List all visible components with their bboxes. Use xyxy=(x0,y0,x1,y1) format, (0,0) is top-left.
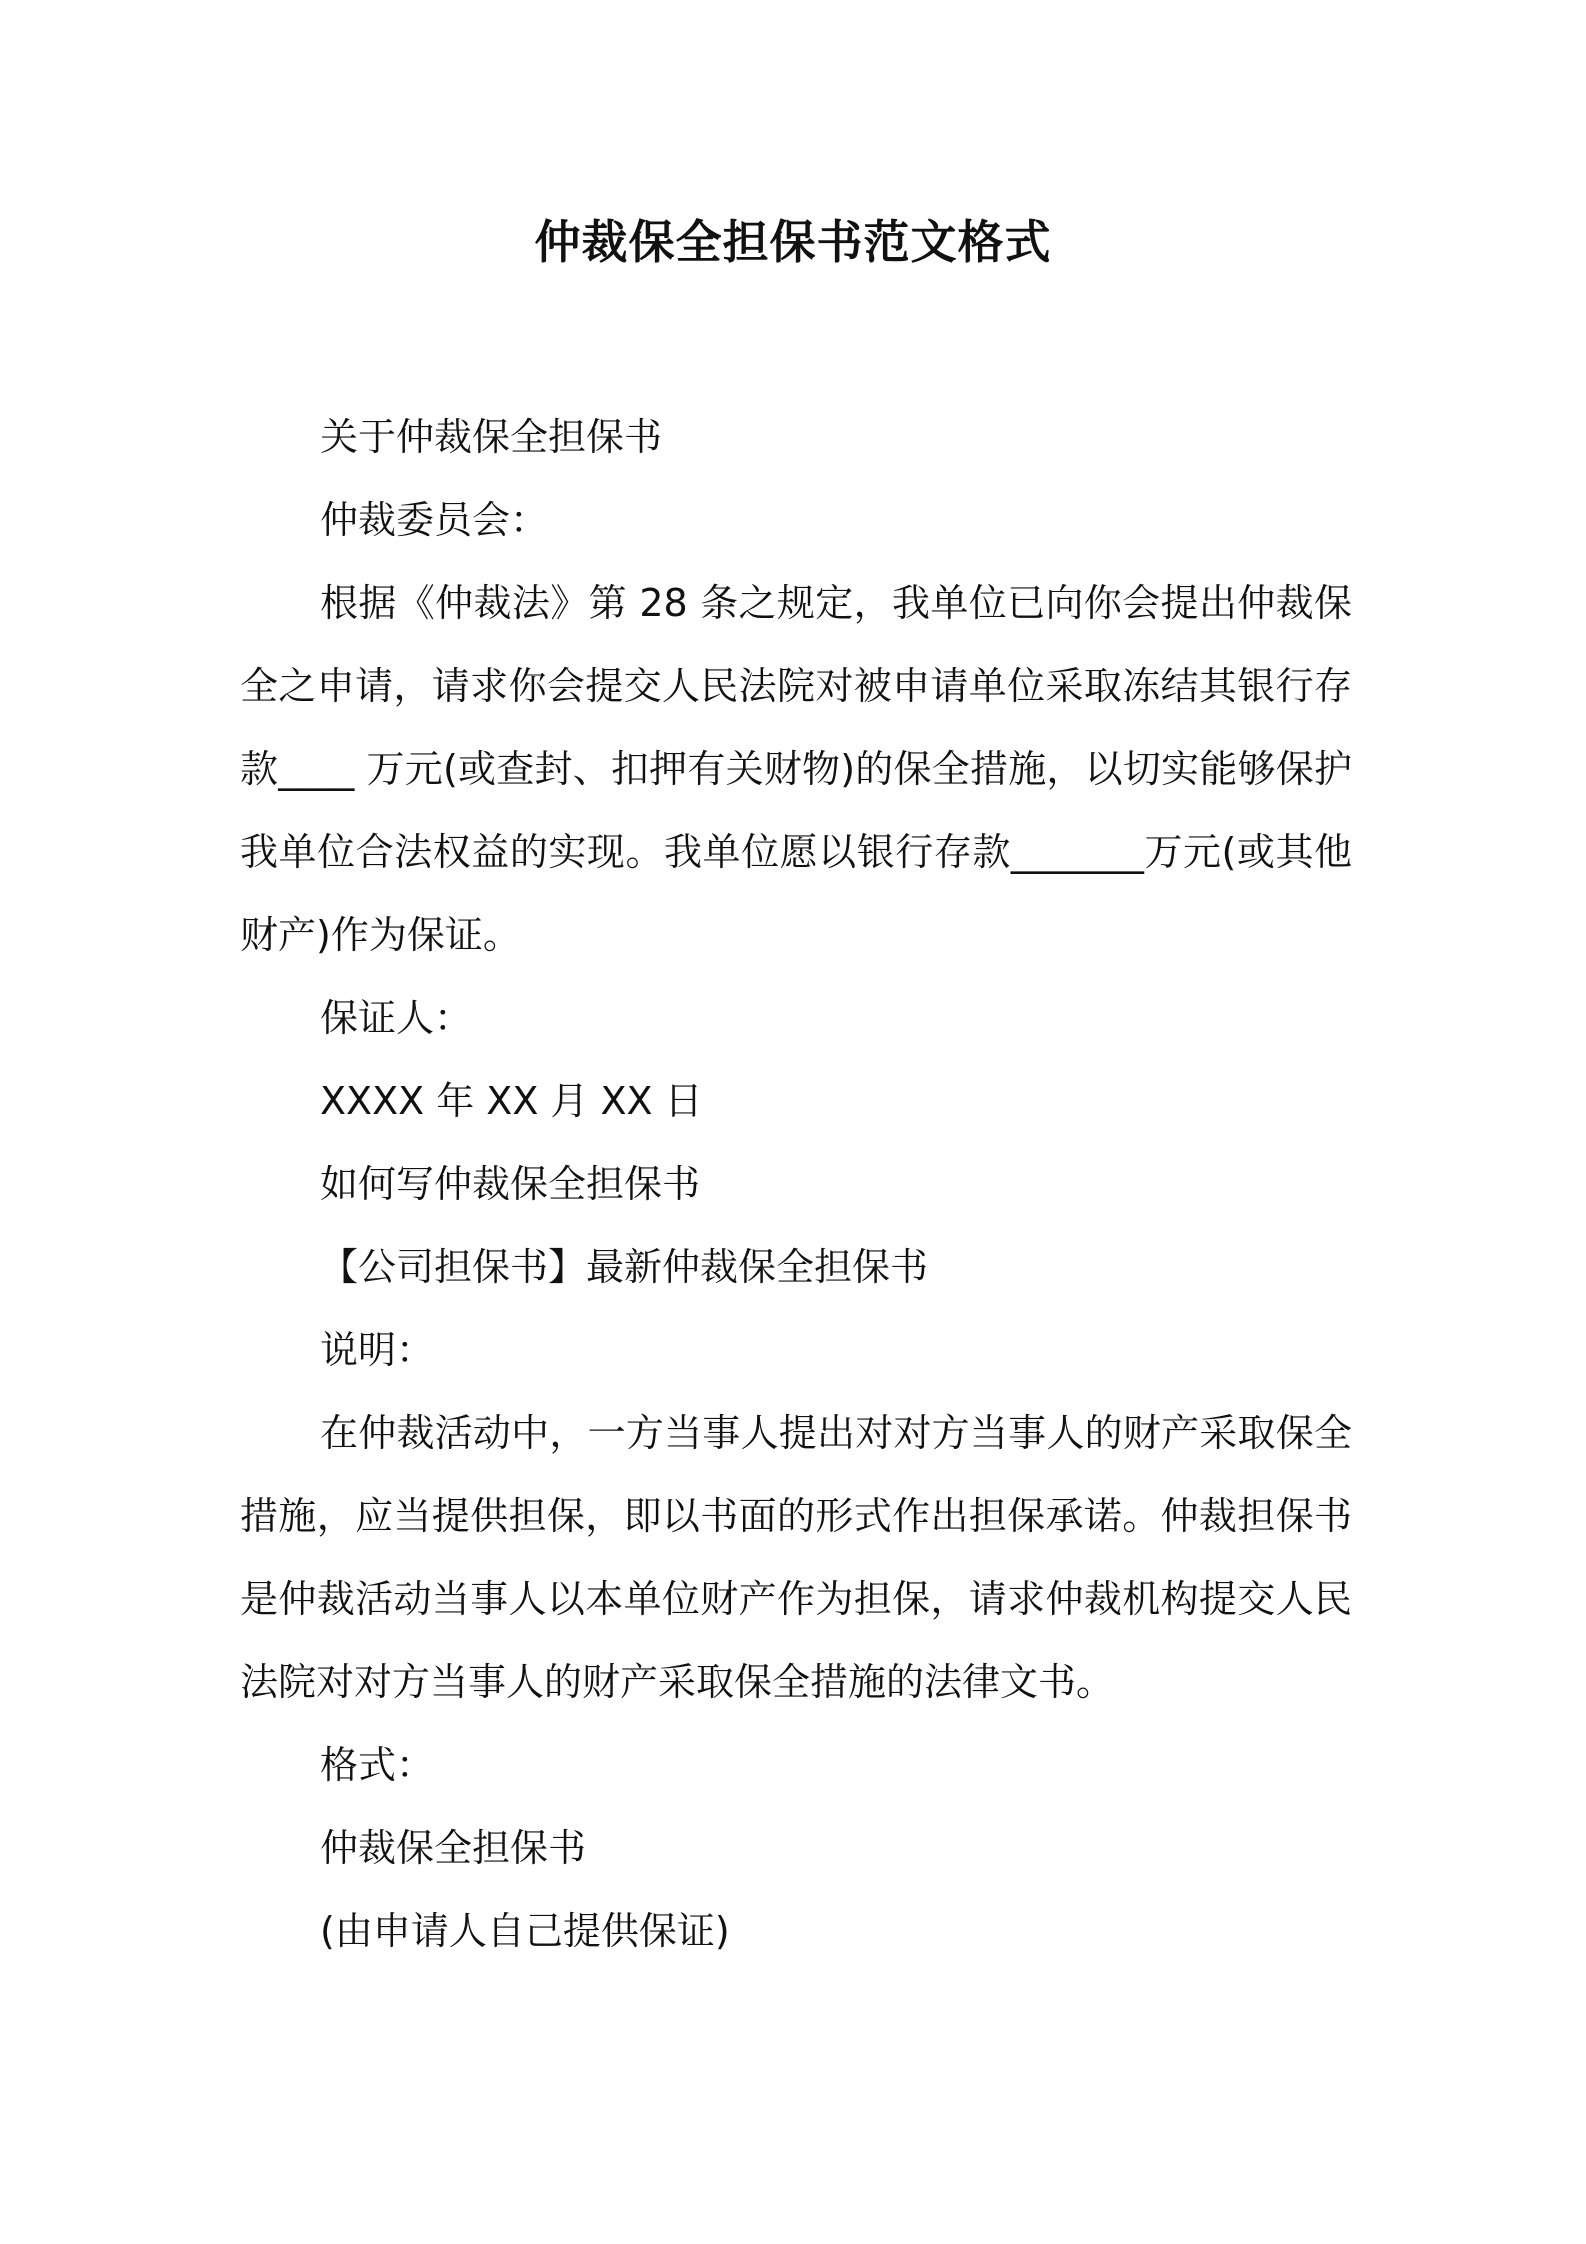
explanation-label: 说明： xyxy=(320,1328,435,1372)
date-line: XXXX 年 XX 月 XX 日 xyxy=(320,1079,703,1123)
format-title: 仲裁保全担保书 xyxy=(320,1826,587,1870)
document-body xyxy=(240,396,1352,1973)
section-heading-how-to-write: 如何写仲裁保全担保书 xyxy=(320,1162,701,1206)
section-heading-latest: 【公司担保书】最新仲裁保全担保书 xyxy=(320,1245,929,1289)
format-note: (由申请人自己提供保证) xyxy=(320,1909,730,1953)
format-label: 格式： xyxy=(320,1743,435,1787)
body-paragraph-application: 根据《仲裁法》第 28 条之规定，我单位已向你会提出仲裁保全之申请，请求你会提交人民法院对被申请单位采取冻结其银行存款____ 万元(或查封、扣押有关财物)的保全措施，以切实能够保护我单位合法权益的实现。我单位愿以银行存款_______万元(或其他财产)作为保证。 xyxy=(240,581,1352,957)
body-paragraph-explanation: 在仲裁活动中，一方当事人提出对对方当事人的财产采取保全措施，应当提供担保，即以书面的形式作出担保承诺。仲裁担保书是仲裁活动当事人以本单位财产作为担保，请求仲裁机构提交人民法院对对方当事人的财产采取保全措施的法律文书。 xyxy=(240,1411,1352,1704)
guarantor-label: 保证人： xyxy=(320,996,473,1040)
document-title: 仲裁保全担保书范文格式 xyxy=(534,215,1052,269)
heading-about-guarantee: 关于仲裁保全担保书 xyxy=(320,415,663,459)
addressee: 仲裁委员会： xyxy=(320,498,549,542)
